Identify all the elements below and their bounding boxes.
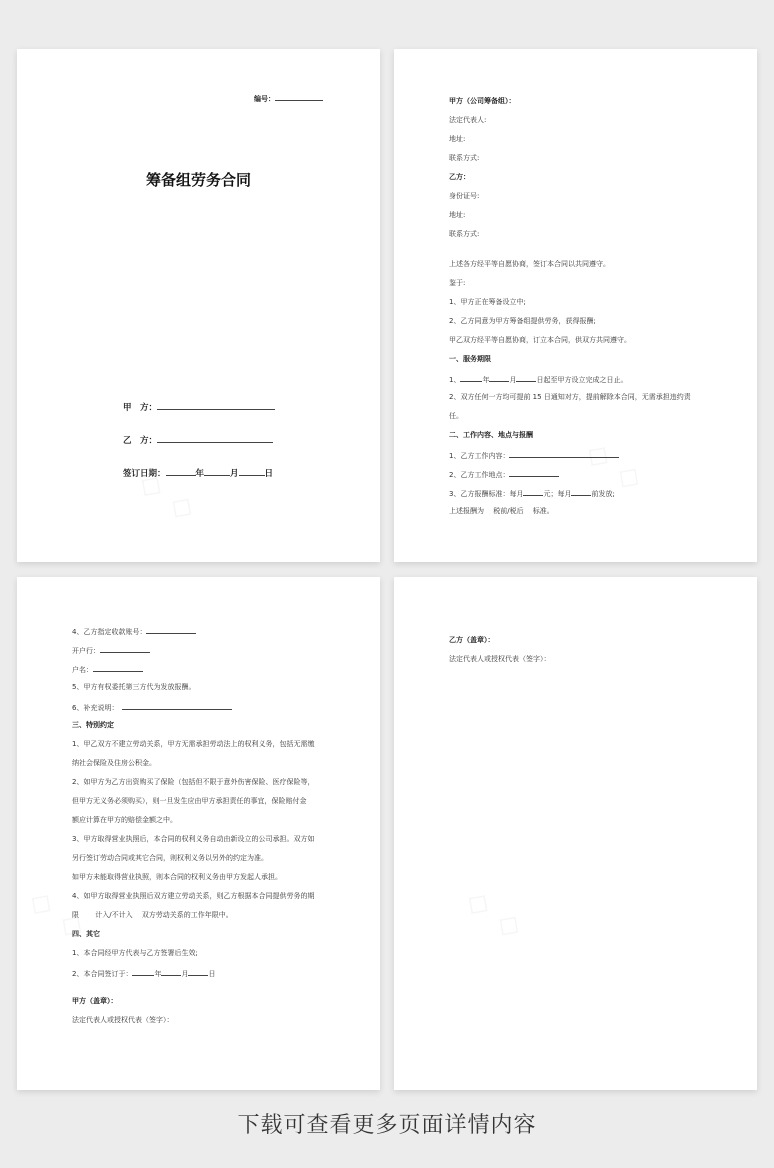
month-blank [489,374,509,382]
special-line-5: 额应计算在甲方的赔偿金额之中。 [72,816,177,824]
work-place-row [449,469,559,480]
whereas-text: 鉴于: [449,279,466,287]
party-a-label: 甲 方： [123,403,158,413]
party-a-signature: 法定代表人或授权代表（签字）： [72,1016,174,1024]
account-name-blank [93,664,143,672]
day-label: 日 [264,469,274,479]
signing-date-row [72,968,215,979]
pay-standard-row [449,488,615,499]
account-name-label: 户名： [72,666,93,674]
special-line-10: 限 计入/不计入 双方劳动关系的工作年限中。 [72,911,233,919]
pay-amount-blank [523,488,543,496]
supplement-row [72,702,232,713]
work-place-label: 2、乙方工作地点： [449,471,510,479]
special-line-6: 3、甲方取得营业执照后，本合同的权利义务自动由新设立的公司承担。双方如 [72,835,315,843]
contract-number-row [254,93,323,104]
day-blank [516,374,536,382]
special-line-4: 但甲方无义务必须购买），则一旦发生应由甲方承担责任的事宜，保险赔付金 [72,797,307,805]
party-a-heading: 甲方（公司筹备组）： [449,97,516,105]
pay-day-label: 元；每月 [543,490,572,498]
pay-label: 3、乙方报酬标准：每月 [449,490,524,498]
account-label: 4、乙方指定收款账号： [72,628,147,636]
party-b-label: 乙 方： [123,436,158,446]
bank-blank [100,645,150,653]
party-a-row [123,401,275,413]
id-card-label: 身份证号: [449,192,480,200]
page-signatures [394,577,757,1090]
whereas-3: 甲乙双方经平等自愿协商，订立本合同，供双方共同遵守。 [449,336,631,344]
contract-number-blank [275,93,323,101]
month-label: 月 [230,469,239,479]
term-clause-2-cont: 任。 [449,412,463,420]
party-a-blank [157,401,275,410]
account-row [72,626,196,637]
party-b-seal: 乙方（盖章）： [449,636,495,644]
term-clause-1 [449,374,627,385]
party-b-row [123,434,273,446]
year-label: 年 [195,469,205,479]
day-blank [239,467,265,476]
year-blank [132,968,154,976]
intro-text: 上述各方经平等自愿协商，签订本合同以共同遵守。 [449,260,610,268]
page-special-terms [17,577,380,1090]
special-line-9: 4、如甲方取得营业执照后双方建立劳动关系，则乙方根据本合同提供劳务的期 [72,892,315,900]
month-label: 月 [509,376,517,384]
special-line-1: 1、甲乙双方不建立劳动关系，甲方无需承担劳动法上的权利义务，包括无需缴 [72,740,315,748]
section-2-title: 二、工作内容、地点与报酬 [449,431,533,439]
party-b-signature: 法定代表人或授权代表（签字）： [449,655,551,663]
download-prompt[interactable]: 下载可查看更多页面详情内容 [237,1113,537,1138]
bank-label: 开户行： [72,647,100,655]
contract-number-label: 编号： [254,95,275,103]
supplement-blank [122,702,232,710]
signing-date-label: 2、本合同签订于： [72,970,133,978]
pay-suffix: 前发放; [591,490,615,498]
supplement-label: 6、补充说明： [72,704,115,712]
contact-b-label: 联系方式: [449,230,480,238]
month-blank [204,467,230,476]
special-line-2: 纳社会保险及住房公积金。 [72,759,156,767]
document-title: 筹备组劳务合同 [145,171,251,189]
section-3-title: 三、特别约定 [72,721,114,729]
year-blank [460,374,482,382]
contact-label: 联系方式: [449,154,480,162]
clause-text: 日起至甲方设立完成之日止。 [536,376,628,384]
party-b-heading: 乙方： [449,173,470,181]
page-cover [17,49,380,562]
pay-tax-note: 上述报酬为 税前/税后 标准。 [449,507,554,515]
section-1-title: 一、服务期限 [449,355,491,363]
address-b-label: 地址: [449,211,466,219]
clause-5: 5、甲方有权委托第三方代为发放报酬。 [72,683,196,691]
watermark [460,882,531,947]
work-content-label: 1、乙方工作内容： [449,452,510,460]
clause-number: 1、 [449,376,461,384]
year-label: 年 [154,970,162,978]
year-label: 年 [482,376,490,384]
sign-date-label: 签订日期： [123,469,166,479]
account-name-row [72,664,143,675]
page-parties-terms [394,49,757,562]
work-place-blank [509,469,559,477]
bank-row [72,645,150,656]
day-label: 日 [208,970,216,978]
day-blank [188,968,208,976]
party-a-seal: 甲方（盖章）： [72,997,118,1005]
special-line-3: 2、如甲方为乙方出资购买了保险（包括但不限于意外伤害保险、医疗保险等， [72,778,315,786]
whereas-2: 2、乙方同意为甲方筹备组提供劳务，获得报酬; [449,317,596,325]
special-line-8: 如甲方未能取得营业执照，则本合同的权利义务由甲方发起人承担。 [72,873,282,881]
special-line-7: 另行签订劳动合同或其它合同，则权利义务以另外的约定为准。 [72,854,268,862]
address-label: 地址: [449,135,466,143]
term-clause-2: 2、双方任何一方均可提前 15 日通知对方，提前解除本合同，无需承担违约责 [449,393,691,401]
legal-rep-label: 法定代表人: [449,116,487,124]
other-line-1: 1、本合同经甲方代表与乙方签署后生效; [72,949,198,957]
account-blank [146,626,196,634]
section-4-title: 四、其它 [72,930,100,938]
month-blank [161,968,181,976]
party-b-blank [157,434,273,443]
year-blank [166,467,196,476]
whereas-1: 1、甲方正在筹备设立中; [449,298,526,306]
month-label: 月 [181,970,189,978]
pay-day-blank [571,488,591,496]
